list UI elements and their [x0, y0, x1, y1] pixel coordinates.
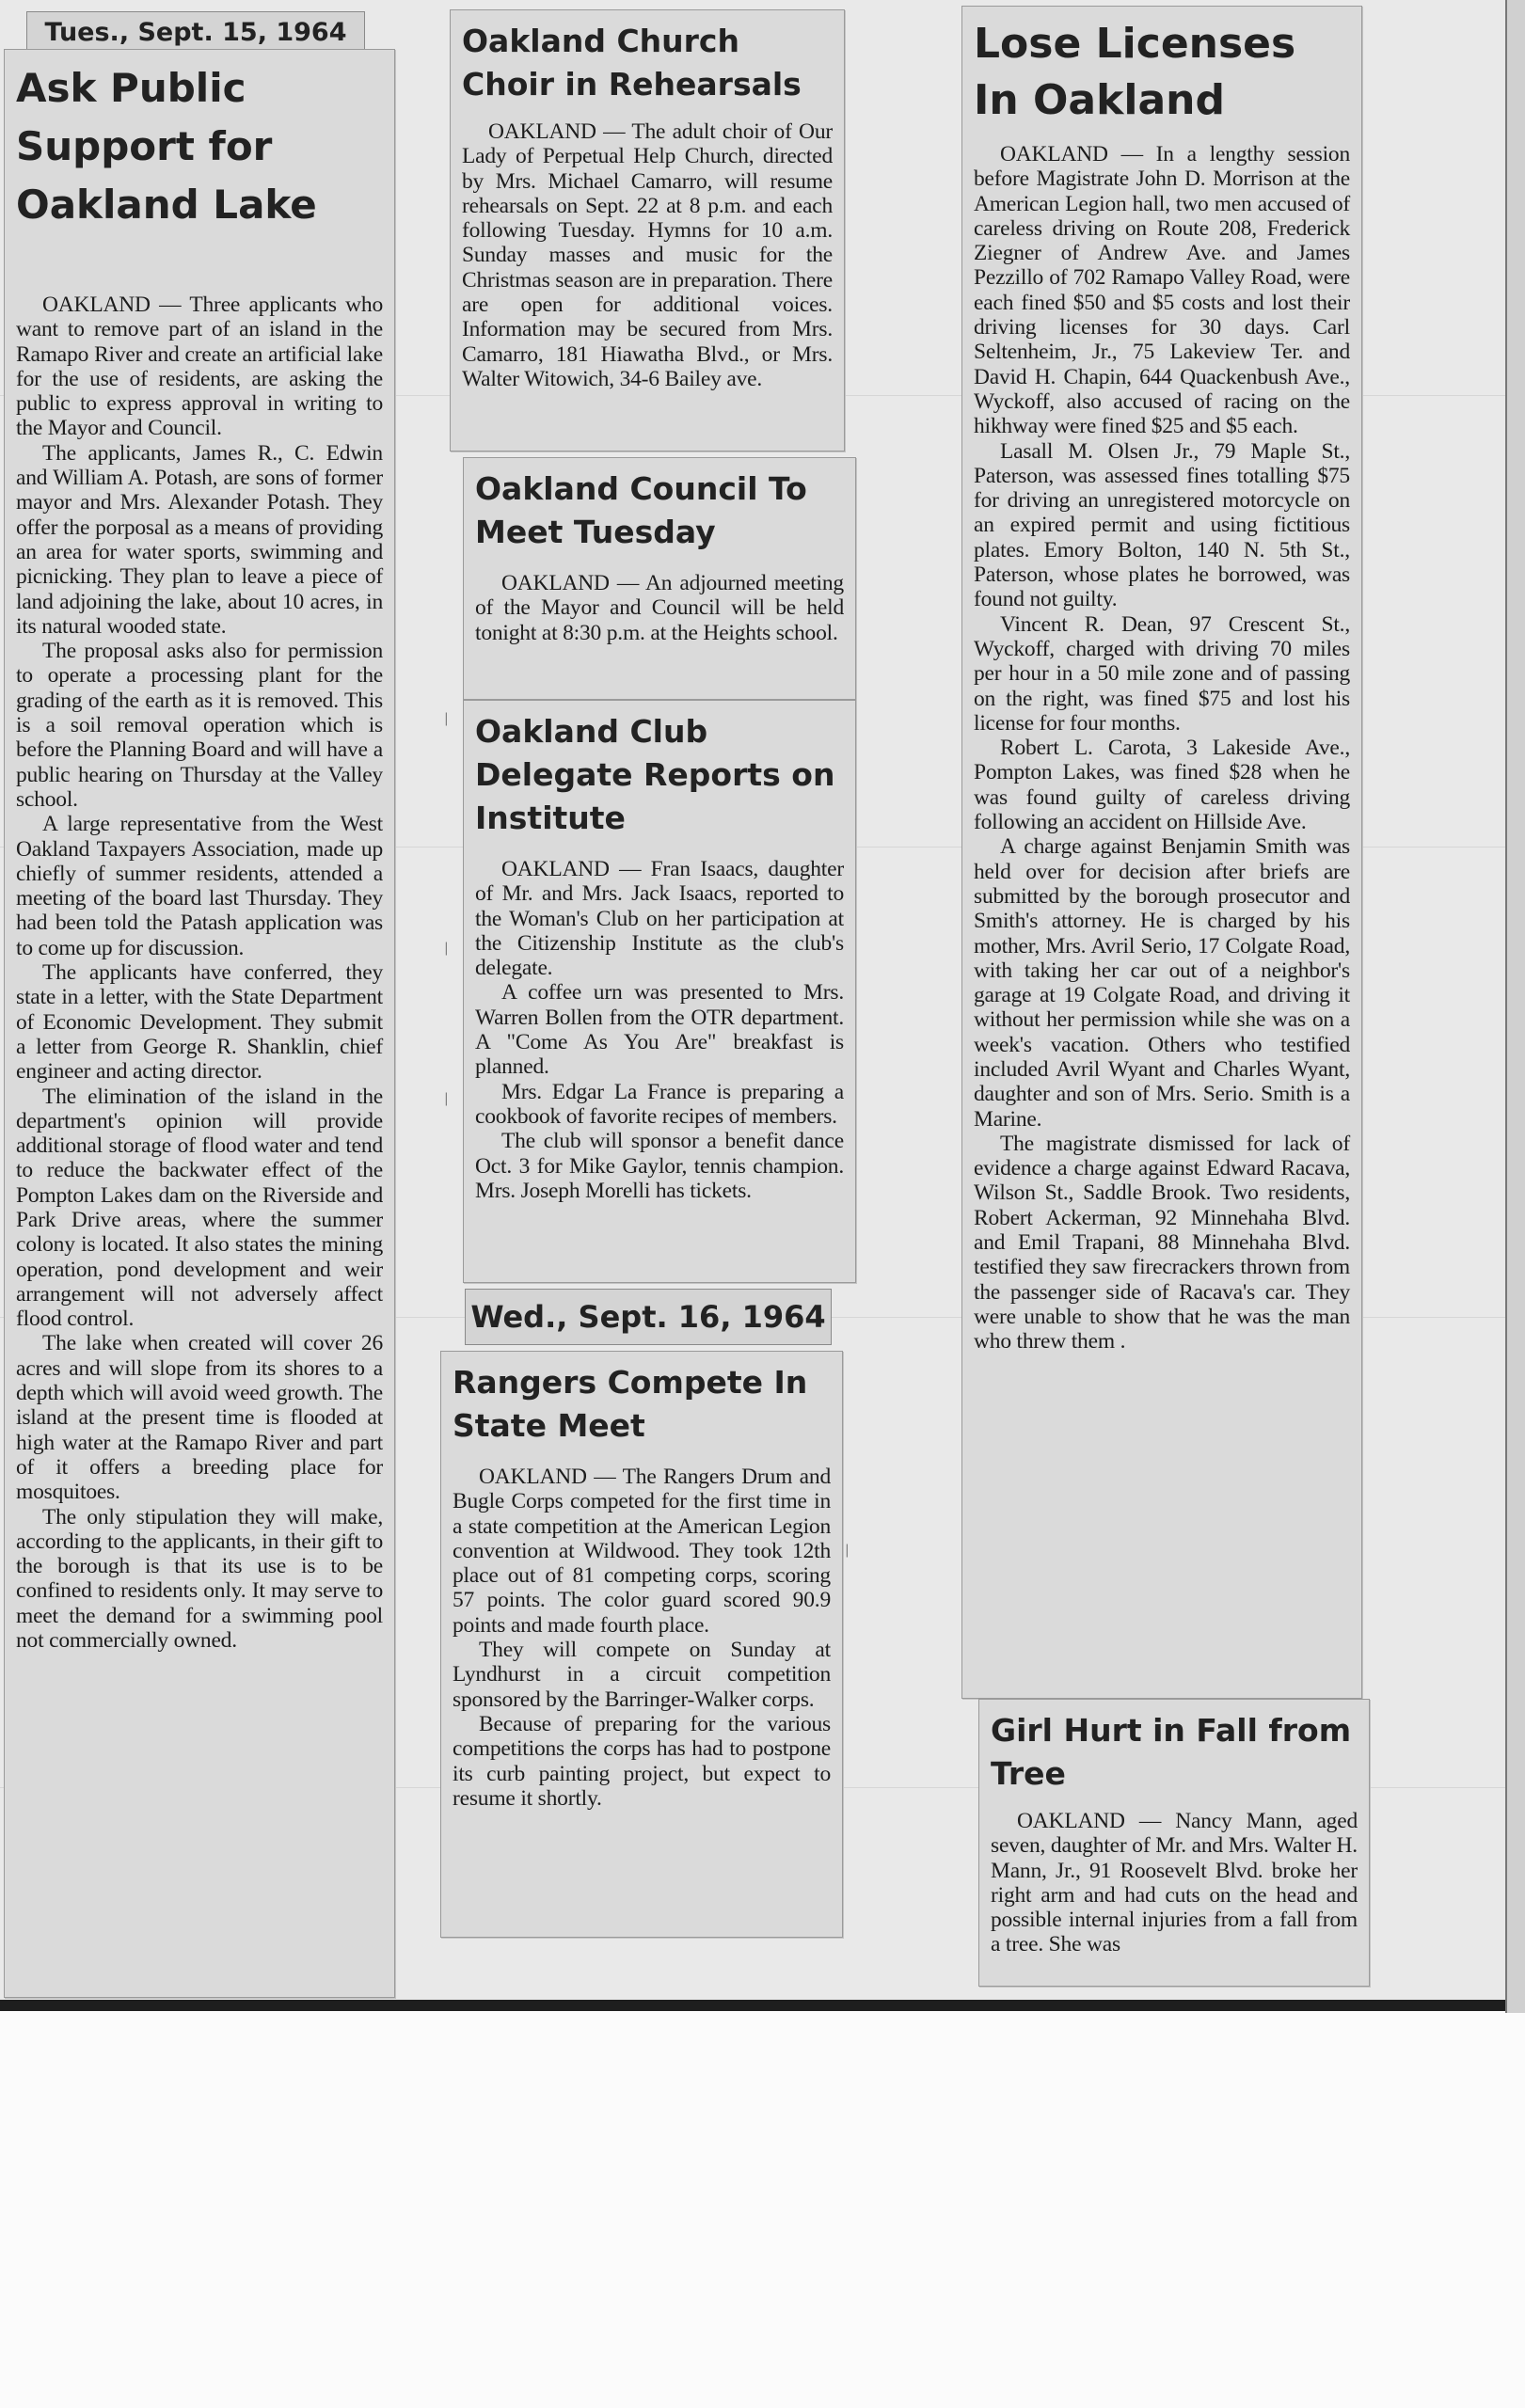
- paragraph: OAKLAND — Three applicants who want to remove part of an island in the Ramapo River and create an artificial lake for the use of residents, are asking the public to express approval in writing to the Mayor and Council.: [16, 293, 383, 441]
- article-licenses: [961, 6, 1362, 1699]
- date-tag-wednesday: Wed., Sept. 16, 1964: [465, 1289, 832, 1345]
- headline: Lose Licenses In Oakland: [974, 20, 1296, 124]
- paragraph: Robert L. Carota, 3 Lakeside Ave., Pompton Lakes, was fined $28 when he was found guilty of careless driving following an accident on Hillside Ave.: [974, 736, 1350, 835]
- paragraph: The proposal asks also for permission to operate a processing plant for the grading of the earth as it is removed. This is a soil removal operation which is before the Planning Board and will have a public hearing on Thursday at the Valley school.: [16, 639, 383, 812]
- margin-mark: |: [845, 1543, 850, 1558]
- paragraph: The applicants, James R., C. Edwin and William A. Potash, are sons of former mayor and Mrs. Alexander Potash. They offer the porposal as a means of providing an area for water sports, swimming and picnicking. They plan to leave a piece of land adjoining the lake, about 10 acres, in its natural wooded state.: [16, 440, 383, 639]
- paragraph: The club will sponsor a benefit dance Oct. 3 for Mike Gaylor, tennis champion. Mrs. Joseph Morelli has tickets.: [475, 1129, 844, 1203]
- headline: Oakland Club Delegate Reports on Institute: [475, 713, 835, 836]
- margin-mark: |: [444, 941, 449, 956]
- paragraph: Vincent R. Dean, 97 Crescent St., Wyckoff, charged with driving 70 miles per hour in a 50 mile zone and of passing on the right, was fined $75 and lost his license for four months.: [974, 611, 1350, 736]
- article-council: [463, 457, 856, 700]
- paragraph: The lake when created will cover 26 acres and will slope from its shores to a depth which will avoid weed growth. The island at the present time is flooded at high water at the Ramapo River and part of it offers a breeding place for mosquitoes.: [16, 1331, 383, 1505]
- date-tag-tuesday: Tues., Sept. 15, 1964: [26, 11, 365, 55]
- article-choir: [450, 9, 845, 452]
- margin-mark: |: [444, 1091, 449, 1106]
- paragraph: OAKLAND — Fran Isaacs, daughter of Mr. and Mrs. Jack Isaacs, reported to the Woman's Club on her participation at the Citizenship Institute as the club's delegate.: [475, 857, 844, 981]
- article-body: [453, 1465, 831, 1811]
- headline: Rangers Compete In State Meet: [453, 1364, 808, 1444]
- headline: Girl Hurt in Fall from Tree: [991, 1712, 1352, 1792]
- page-bottom-edge: [0, 2000, 1505, 2011]
- article-body: [475, 857, 844, 1203]
- article-body: [974, 142, 1350, 1354]
- article-body: [16, 293, 383, 1653]
- paragraph: A large representative from the West Oakland Taxpayers Association, made up chiefly of summer residents, attended a meeting of the board last Thursday. They had been told the Patash application was to come up for discussion.: [16, 812, 383, 960]
- paragraph: The only stipulation they will make, according to the applicants, in their gift to the borough is that its use is to be confined to residents only. It may serve to meet the demand for a swimming pool not commercially owned.: [16, 1504, 383, 1654]
- paragraph: OAKLAND — In a lengthy session before Magistrate John D. Morrison at the American Legion hall, two men accused of careless driving on Route 208, Frederick Ziegner of Andrew Ave. and James Pezzillo of 702 Ramapo Valley Road, were each fined $50 and $5 costs and lost their driving licenses for 30 days. Carl Seltenheim, Jr., 75 Lakeview Ter. and David H. Chapin, 644 Quackenbush Ave., Wyckoff, also accused of racing on the hikhway were fined $25 and $5 each.: [974, 142, 1350, 439]
- paragraph: The magistrate dismissed for lack of evidence a charge against Edward Racava, Wilson St., Saddle Brook. Two residents, Robert Ackerman, 92 Minnehaha Blvd. and Emil Trapani, 88 Minnehaha Blvd. testified they saw firecrackers thrown from the passenger side of Racava's car. They were unable to show that he was the man who threw them .: [974, 1131, 1350, 1354]
- paragraph: A coffee urn was presented to Mrs. Warren Bollen from the OTR department. A "Come As You Are" breakfast is planned.: [475, 980, 844, 1080]
- paragraph: Lasall M. Olsen Jr., 79 Maple St., Paterson, was assessed fines totalling $75 for driving an unregistered motorcycle on an expired permit and using fictitious plates. Emory Bolton, 140 N. 5th St., Paterson, whose plates he borrowed, was found not guilty.: [974, 438, 1350, 612]
- margin-mark: |: [444, 711, 449, 726]
- article-body: [991, 1809, 1358, 1957]
- adjacent-page-edge: [1505, 0, 1525, 2013]
- article-rangers: [440, 1351, 843, 1938]
- paragraph: Because of preparing for the various competitions the corps has had to postpone its curb painting project, but expect to resume it shortly.: [453, 1711, 831, 1811]
- article-club: [463, 700, 856, 1283]
- article-body: [462, 119, 833, 391]
- paragraph: OAKLAND — The adult choir of Our Lady of Perpetual Help Church, directed by Mrs. Michael Camarro, will resume rehearsals on Sept. 22 at 8 p.m. and each following Tuesday. Hymns for 10 a.m. Sunday masses and music for the Christmas season are in preparation. There are open for additional voices. Information may be secured from Mrs. Camarro, 181 Hiawatha Blvd., or Mrs. Walter Witowich, 34-6 Bailey ave.: [462, 119, 833, 391]
- paragraph: OAKLAND — An adjourned meeting of the Mayor and Council will be held tonight at 8:30 p.m. at the Heights school.: [475, 571, 844, 645]
- paragraph: OAKLAND — Nancy Mann, aged seven, daughter of Mr. and Mrs. Walter H. Mann, Jr., 91 Roosevelt Blvd. broke her right arm and had cuts on the head and possible internal injuries from a fall from a tree. She was: [991, 1809, 1358, 1957]
- paragraph: The elimination of the island in the department's opinion will provide additional storage of flood water and tend to reduce the backwater effect of the Pompton Lakes dam on the Riverside and Park Drive areas, where the summer colony is located. It also states the mining operation, pond development and weir arrangement will not adversely affect flood control.: [16, 1084, 383, 1332]
- headline: Ask Public Support for Oakland Lake: [16, 65, 317, 228]
- headline: Oakland Council To Meet Tuesday: [475, 470, 807, 550]
- paragraph: The applicants have conferred, they state in a letter, with the State Department of Economic Development. They submit a letter from George R. Shanklin, chief engineer and acting director.: [16, 960, 383, 1085]
- headline: Oakland Church Choir in Rehearsals: [462, 23, 802, 103]
- paragraph: A charge against Benjamin Smith was held over for decision after briefs are submitted by the borough prosecutor and Smith's attorney. He is charged by his mother, Mrs. Avril Serio, 17 Colgate Road, with taking her car out of a neighbor's garage at 19 Colgate Road, and driving it without her permission while she was on a week's vacation. Others who testified included Avril Wyant and Charles Wyant, daughter and son of Mrs. Serio. Smith is a Marine.: [974, 834, 1350, 1132]
- article-lake: [4, 49, 395, 1998]
- paragraph: They will compete on Sunday at Lyndhurst in a circuit competition sponsored by the Barringer-Walker corps.: [453, 1638, 831, 1712]
- paragraph: OAKLAND — The Rangers Drum and Bugle Corps competed for the first time in a state competition at the American Legion convention at Wildwood. They took 12th place out of 81 competing corps, scoring 57 points. The color guard scored 90.9 points and made fourth place.: [453, 1465, 831, 1638]
- article-body: [475, 571, 844, 645]
- paragraph: Mrs. Edgar La France is preparing a cookbook of favorite recipes of members.: [475, 1079, 844, 1129]
- article-girl: [978, 1699, 1370, 1987]
